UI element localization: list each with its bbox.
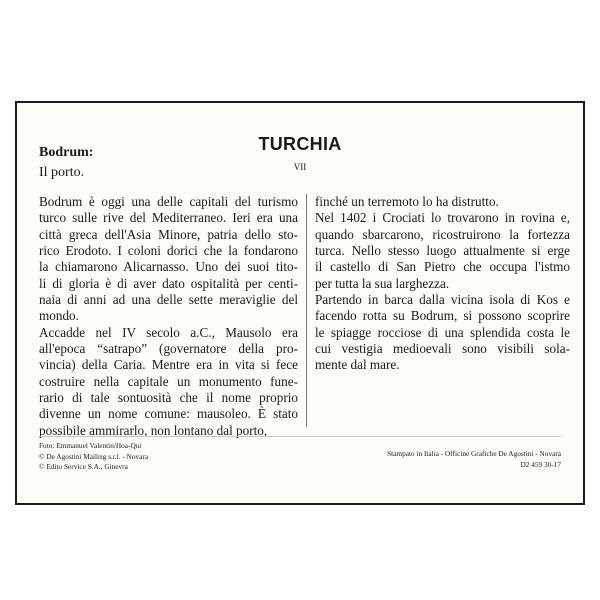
text-line: all'epoca “satrapo” (governatore della pro-	[39, 341, 298, 357]
text-line: turca. Nello stesso luogo attualmente si erge	[315, 243, 570, 259]
volume-number: VII	[293, 162, 307, 172]
text-line: mente dal mare.	[315, 357, 400, 373]
text-line: mondo.	[39, 308, 79, 324]
location-title: Bodrum:	[39, 145, 94, 160]
footer-rule	[39, 436, 561, 437]
text-column-right	[315, 194, 570, 374]
country-title: TURCHIA	[258, 134, 342, 154]
text-line: quando sbarcarono, ricostruirono la fortezza	[315, 226, 570, 242]
paragraph	[315, 210, 570, 292]
location-subtitle: Il porto.	[39, 165, 85, 180]
text-line: divenne un nome comune: mausoleo. È stato	[39, 406, 298, 422]
text-line: Accadde nel IV secolo a.C., Mausolo era	[39, 324, 298, 340]
text-line: finché un terremoto lo ha distrutto.	[315, 194, 499, 209]
text-line: rico Erodoto. I coloni dorici che la fondarono	[39, 243, 298, 259]
text-line: il castello di San Pietro che occupa l'istmo	[315, 259, 570, 275]
text-line: cui vestigia medioevali sono visibili sola-	[315, 341, 570, 357]
text-column-left	[39, 194, 298, 439]
paragraph	[315, 292, 570, 374]
text-line: la chiamarono Alicarnasso. Uno dei suoi tito-	[39, 259, 298, 275]
credits-line: © Edito Service S.A., Ginevra	[39, 462, 128, 471]
text-line: città greca dell'Asia Minore, patria dello sto-	[39, 226, 298, 242]
text-line: facendo rotta su Bodrum, si possono scoprire	[315, 308, 570, 324]
printer-info	[387, 449, 561, 470]
credits-line: © De Agostini Mailing s.r.l. - Novara	[39, 451, 149, 461]
credits-line: Foto: Emmanuel Valentin/Hoa-Qui	[39, 441, 142, 450]
text-line: costruire nella capitale un monumento fune-	[39, 373, 298, 389]
text-line: naia di anni ad una delle sette meraviglie del	[39, 292, 298, 308]
text-line: li di gloria è di aver dato ospitalità per centi-	[39, 275, 298, 291]
paragraph	[315, 194, 570, 210]
printer-line: D2 459 30-17	[520, 459, 561, 469]
text-line: per tutta la sua larghezza.	[315, 275, 450, 291]
text-line: Bodrum è oggi una delle capitali del turismo	[39, 194, 298, 209]
text-line: rario di tale sontuosità che il nome proprio	[39, 390, 298, 406]
paragraph	[39, 325, 298, 439]
photo-credits	[39, 441, 148, 473]
column-divider	[306, 194, 307, 427]
printer-line: Stampato in Italia - Officine Grafiche De Agostini - Novara	[387, 449, 561, 458]
text-line: vincia) della Caria. Mentre era in vita si fece	[39, 357, 298, 373]
text-line: possibile ammirarlo, non lontano dal porto,	[39, 422, 268, 438]
text-line: Partendo in barca dalla vicina isola di Kos e	[315, 292, 570, 308]
paragraph	[39, 194, 298, 325]
postcard-back	[15, 101, 585, 505]
text-line: le spiagge rocciose di una splendida costa le	[315, 324, 570, 340]
text-line: turco sulle rive del Mediterraneo. Ieri era una	[39, 210, 298, 226]
text-line: Nel 1402 i Crociati lo trovarono in rovina e,	[315, 210, 570, 226]
